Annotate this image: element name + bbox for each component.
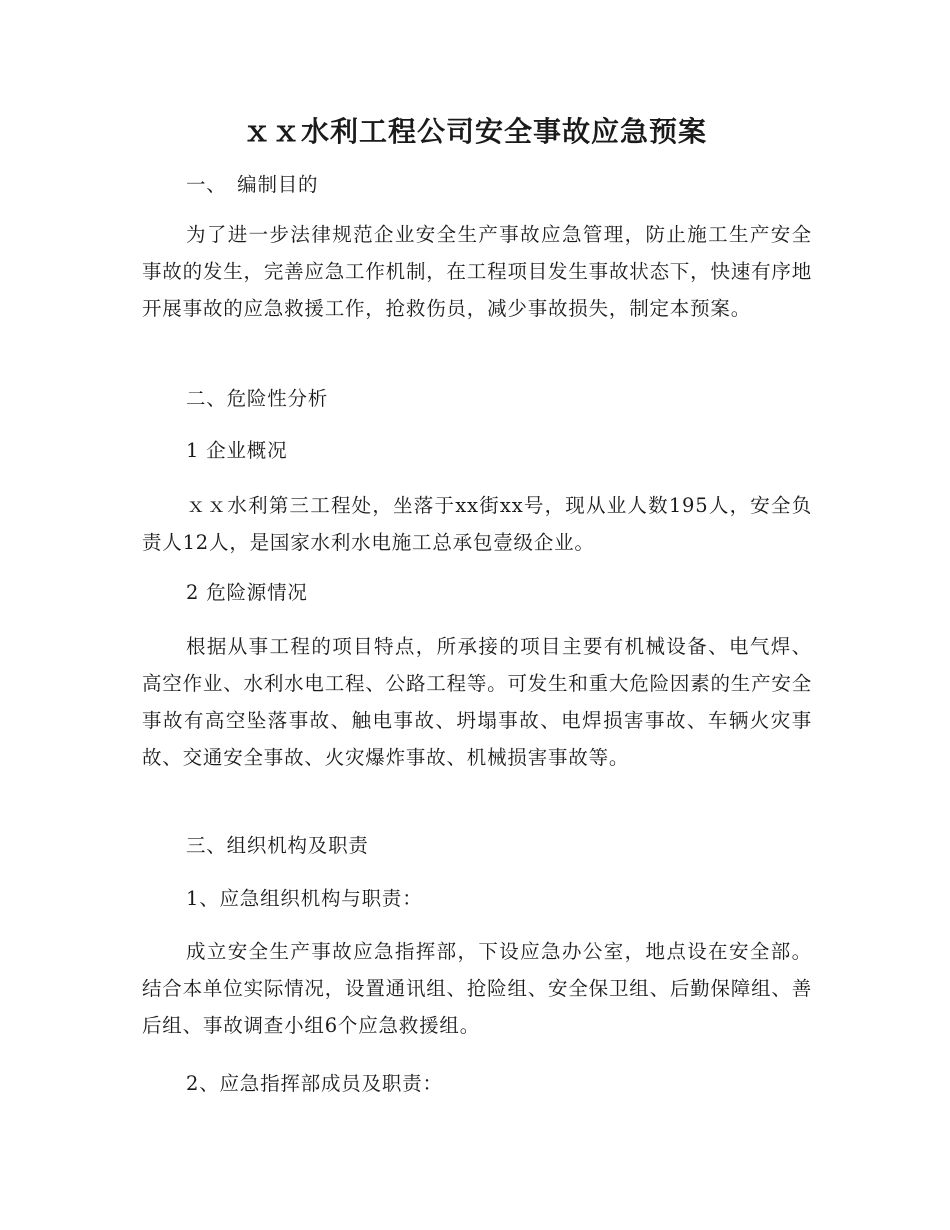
document-title: ｘｘ水利工程公司安全事故应急预案 [242, 115, 707, 148]
section-heading-organization: 三、组织机构及职责 [186, 834, 369, 857]
paragraph-emergency-organization: 成立安全生产事故应急指挥部，下设应急办公室，地点设在安全部。结合本单位实际情况，设置通讯组、抢险组、安全保卫组、后勤保障组、善后组、事故调查小组6个应急救援组。 [142, 940, 812, 1037]
subheading-hazard-sources: 2 危险源情况 [186, 581, 308, 604]
subheading-company-overview: 1 企业概况 [186, 439, 288, 462]
section-heading-purpose: 一、 编制目的 [186, 173, 319, 196]
section-heading-risk-analysis: 二、危险性分析 [186, 387, 329, 410]
subheading-emergency-organization: 1、应急组织机构与职责： [186, 887, 423, 910]
paragraph-hazard-sources: 根据从事工程的项目特点，所承接的项目主要有机械设备、电气焊、高空作业、水利水电工程、公路工程等。可发生和重大危险因素的生产安全事故有高空坠落事故、触电事故、坍塌事故、电焊损害事故、车辆火灾事故、交通安全事故、火灾爆炸事故、机械损害事故等。 [142, 635, 812, 769]
paragraph-company-overview: ｘｘ水利第三工程处，坐落于xx街xx号，现从业人数195人，安全负责人12人，是国家水利水电施工总承包壹级企业。 [142, 494, 812, 554]
subheading-command-members: 2、应急指挥部成员及职责： [186, 1072, 443, 1095]
paragraph-purpose: 为了进一步法律规范企业安全生产事故应急管理，防止施工生产安全事故的发生，完善应急工作机制，在工程项目发生事故状态下，快速有序地开展事故的应急救援工作，抢救伤员，减少事故损失，制定本预案。 [142, 223, 812, 320]
